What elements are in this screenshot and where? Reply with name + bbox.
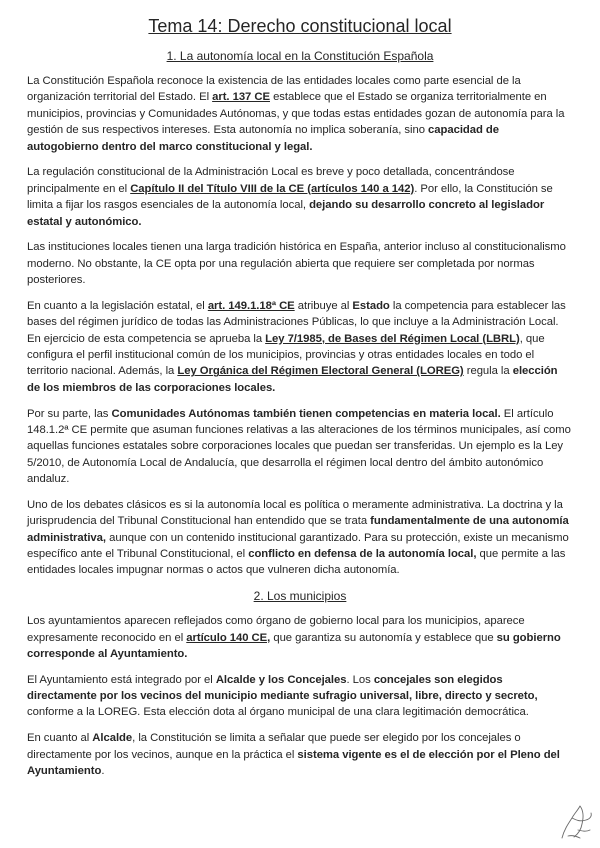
text-run: que permite a las entidades locales impugnar normas o actos que vulneren dicha autonomía.	[27, 548, 566, 577]
section-1-paragraph-1	[27, 73, 573, 155]
text-run: Los ayuntamientos aparecen reflejados como órgano de gobierno local para los municipios, aparece expresamente reconocido en el	[27, 615, 525, 644]
text-run: . Los	[346, 673, 374, 686]
text-run: Uno de los debates clásicos es si la autonomía local es política o meramente administrativa. La doctrina y la jurisprudencia del Tribunal Constitucional han entendido que se trata	[27, 498, 563, 528]
section-1-paragraph-4	[27, 298, 573, 396]
bold-phrase: elección de los miembros de las corporaciones locales.	[27, 365, 558, 394]
section-2-heading: 2. Los municipios	[253, 589, 347, 604]
bold-phrase: Estado	[352, 299, 390, 312]
bold-phrase: capacidad de autogobierno dentro del marco constitucional y legal.	[27, 124, 500, 153]
section-2-paragraph-2	[27, 672, 573, 721]
signature-logo	[556, 800, 596, 842]
section-2-paragraph-1	[27, 613, 573, 662]
section-2-paragraph-3	[27, 730, 573, 779]
bold-phrase: sistema vigente es el de elección por el Pleno del Ayuntamiento	[27, 748, 560, 777]
text-run: atribuye al	[294, 299, 353, 312]
bold-phrase: su gobierno corresponde al Ayuntamiento.	[27, 631, 561, 660]
page-title: Tema 14: Derecho constitucional local	[148, 16, 452, 36]
law-reference: Ley Orgánica del Régimen Electoral General (LOREG)	[177, 365, 464, 378]
text-run: Por su parte, las	[27, 407, 112, 420]
text-run: conforme a la LOREG. Esta elección dota al órgano municipal de una clara legitimación democrática.	[27, 706, 529, 719]
text-run: El artículo 148.1.2ª CE permite que asuman funciones relativas a las alteraciones de los términos municipales, así como aquellas funciones estatales sobre corporaciones locales que puedan ser transferidas. Un ejemplo es la Ley 5/2010, de Autonomía Local de Andalucía, que desarrolla el régimen local dentro del ámbito autonómico andaluz.	[27, 407, 571, 486]
bold-phrase: Alcalde y los Concejales	[215, 673, 347, 686]
text-run: Las instituciones locales tienen una larga tradición histórica en España, anterior incluso al constitucionalismo moderno. No obstante, la CE opta por una regulación abierta que requiere ser completada por normas posteriores.	[27, 241, 566, 287]
text-run: regula la	[463, 365, 513, 378]
text-run: la competencia para establecer las bases del régimen jurídico de todas las Administraciones Públicas, lo que incluye a la Administración Local. En ejercicio de esta competencia se aprueba la	[27, 299, 566, 345]
section-1-heading: 1. La autonomía local en la Constitución Española	[166, 49, 434, 63]
bold-phrase: dejando su desarrollo concreto al legislador estatal y autonómico.	[27, 199, 545, 228]
text-run: , que configura el perfil institucional común de los municipios, provincias y otras entidades locales en todo el territorio nacional. Además, la	[27, 332, 545, 378]
text-run: , la Constitución se limita a señalar que puede ser elegido por los concejales o directamente por los vecinos, aunque en la práctica el	[27, 732, 521, 761]
text-run: que garantiza su autonomía y establece que	[270, 631, 497, 644]
article-reference: art. 149.1.18ª CE	[207, 299, 295, 312]
document-page	[27, 14, 573, 789]
law-reference: Ley 7/1985, de Bases del Régimen Local (LBRL)	[265, 332, 520, 345]
text-run: La regulación constitucional de la Administración Local es breve y poco detallada, concentrándose principalmente en el	[27, 166, 515, 195]
article-reference: artículo 140 CE,	[186, 631, 271, 644]
bold-phrase: concejales son elegidos directamente por los vecinos del municipio mediante sufragio universal, libre, directo y secreto,	[27, 673, 538, 703]
section-1-paragraph-6	[27, 497, 573, 579]
article-reference: Capítulo II del Título VIII de la CE (artículos 140 a 142)	[130, 182, 415, 195]
bold-phrase: conflicto en defensa de la autonomía local,	[248, 548, 477, 561]
section-1-paragraph-2	[27, 164, 573, 230]
bold-phrase: fundamentalmente de una autonomía administrativa,	[27, 515, 569, 544]
text-run: El Ayuntamiento está integrado por el	[27, 673, 216, 686]
text-run: La Constitución Española reconoce la existencia de las entidades locales como parte esencial de la organización territorial del Estado. El	[27, 75, 521, 104]
text-run: aunque con un contenido institucional garantizado. Para su protección, existe un mecanismo específico ante el Tribunal Constitucional, el	[27, 531, 569, 561]
article-reference: art. 137 CE	[212, 91, 270, 104]
text-run: . Por ello, la Constitución se limita a fijar los rasgos esenciales de la autonomía local,	[27, 182, 553, 212]
section-1-paragraph-3	[27, 239, 573, 288]
bold-phrase: Alcalde	[92, 732, 133, 745]
text-run: En cuanto a la legislación estatal, el	[27, 299, 208, 312]
section-1-paragraph-5	[27, 406, 573, 488]
text-run: .	[101, 765, 105, 777]
text-run: establece que el Estado se organiza territorialmente en municipios, provincias y Comunidades Autónomas, y que todas estas entidades gozan de autonomía para la gestión de sus respectivos intereses. Esta autonomía no implica soberanía, sino	[27, 91, 565, 137]
text-run: En cuanto al	[27, 732, 93, 745]
bold-phrase: Comunidades Autónomas también tienen competencias en materia local.	[111, 407, 501, 420]
